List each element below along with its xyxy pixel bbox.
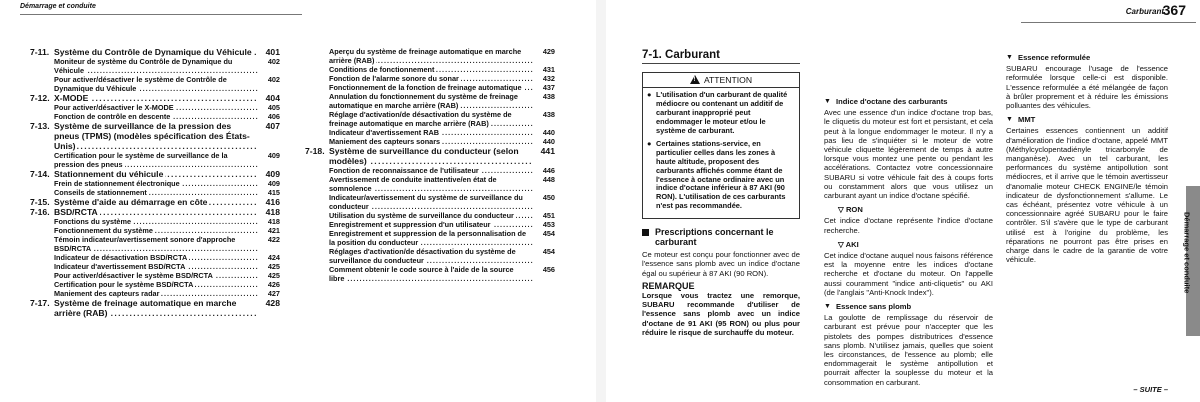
toc-entry-number	[30, 103, 54, 112]
toc-entry-title-wrap	[54, 121, 258, 151]
toc-entry-number	[305, 137, 329, 146]
toc-entry[interactable]	[305, 137, 555, 146]
toc-entry-number	[305, 166, 329, 175]
toc-entry-title-wrap	[54, 280, 258, 289]
toc-entry-title: Système de freinage automatique en marche arrière (RAB)	[54, 298, 237, 318]
square-bullet-icon	[642, 229, 649, 236]
toc-entry-title: Maniement des capteurs radar	[54, 289, 160, 298]
toc-entry[interactable]	[30, 289, 280, 298]
toc-entry-number	[305, 47, 329, 65]
toc-entry-title-wrap	[54, 253, 258, 262]
toc-entry-title-wrap	[54, 169, 258, 179]
toc-entry-title: Utilisation du système de surveillance du conducteur	[329, 211, 514, 220]
mmt-heading	[1006, 115, 1168, 124]
toc-entry[interactable]	[30, 217, 280, 226]
column-2-spacer	[824, 48, 993, 92]
toc-entry-title: Fonction de l'alarme sonore du sonar	[329, 74, 459, 83]
toc-entry-number	[30, 226, 54, 235]
toc-entry-number	[305, 193, 329, 211]
toc-entry[interactable]	[30, 207, 280, 217]
toc-entry-title: Enregistrement et suppression de la personnalisation de la position du conducteur	[329, 229, 527, 247]
toc-entry-title-wrap	[54, 197, 258, 207]
toc-entry-title: BSD/RCTA	[54, 207, 98, 217]
prescriptions-heading	[642, 227, 800, 247]
remarque-text: Lorsque vous tractez une remorque, SUBARU recommande d'utiliser de l'essence sans plomb avec un indice d'octane de 91 AKI (95 RON) ou plus pour réduire le risque de surchauffe du moteur.	[642, 291, 800, 337]
toc-entry[interactable]	[30, 169, 280, 179]
toc-entry-number	[30, 188, 54, 197]
toc-entry[interactable]	[30, 47, 280, 57]
toc-entry[interactable]	[305, 175, 555, 193]
toc-entry-title-wrap	[54, 217, 258, 226]
toc-entry-page: 416	[258, 197, 280, 207]
triangle-down-icon: ▼	[824, 98, 831, 105]
chapter-side-label: Démarrage et conduite	[1182, 212, 1192, 294]
toc-entry-title: Système de surveillance de la pression des pneus (TPMS) (modèles spécification des États-Unis)	[54, 121, 250, 151]
toc-entry-number: 7-14.	[30, 169, 50, 179]
section-title: 7-1. Carburant	[642, 51, 800, 64]
toc-entry-title: Conseils de stationnement	[54, 188, 147, 197]
mmt-heading-text: MMT	[1018, 115, 1036, 125]
toc-entry-title: Pour activer/désactiver le système de Contrôle de Dynamique du Véhicule	[54, 75, 227, 93]
toc-entry-title: Fonctionnement du système	[54, 226, 153, 235]
toc-entry-title: Enregistrement et suppression d'un utilisateur	[329, 220, 491, 229]
right-column-2	[824, 48, 993, 389]
reformulee-paragraph: SUBARU encourage l'usage de l'essence reformulée lorsque celle-ci est disponible. L'essence reformulée a été mélangée de façon à brûler proprement et à réduire les émissions polluantes des véhicules.	[1006, 64, 1168, 111]
toc-entry-number: 7-17.	[30, 298, 50, 308]
toc-entry[interactable]	[30, 253, 280, 262]
toc-entry-number	[30, 280, 54, 289]
toc-entry-title-wrap	[54, 289, 258, 298]
toc-entry[interactable]	[305, 166, 555, 175]
toc-entry-page: 418	[258, 207, 280, 217]
attention-header	[643, 73, 799, 88]
toc-entry-title: Système d'aide au démarrage en côte	[54, 197, 208, 207]
toc-entry[interactable]	[30, 103, 280, 112]
toc-entry-number	[30, 271, 54, 280]
toc-entry-title: Fonctions du système	[54, 217, 132, 226]
toc-entry[interactable]	[30, 121, 280, 151]
toc-entry-number	[305, 92, 329, 110]
toc-entry-title: Indicateur/avertissement du système de surveillance du conducteur	[329, 193, 523, 211]
toc-entry-page: 424	[258, 253, 280, 262]
toc-entry-title-wrap	[329, 175, 533, 193]
attention-bullet-text: L'utilisation d'un carburant de qualité médiocre ou contenant un additif de carburant inapproprié peut endommager le moteur et/ou le système de carburant.	[656, 90, 788, 136]
suite-marker: – SUITE –	[1133, 385, 1168, 394]
toc-entry-number	[30, 112, 54, 121]
left-header-rule	[20, 14, 302, 15]
toc-entry-title-wrap	[54, 57, 258, 75]
toc-entry-page: 438	[533, 92, 555, 110]
toc-entry-page: 438	[533, 110, 555, 128]
triangle-down-icon: ▼	[1006, 54, 1013, 61]
toc-entry-number: 7-11.	[30, 47, 50, 57]
toc-entry-number	[305, 220, 329, 229]
toc-entry-page: 425	[258, 271, 280, 280]
toc-entry-title-wrap	[329, 166, 533, 175]
toc-entry-number	[305, 211, 329, 220]
toc-entry-title-wrap	[329, 220, 533, 229]
toc-entry-title-wrap	[54, 235, 258, 253]
toc-entry-title-wrap	[329, 247, 533, 265]
toc-entry-title-wrap	[329, 92, 533, 110]
prescriptions-paragraph: Ce moteur est conçu pour fonctionner avec de l'essence sans plomb avec un indice d'octane égal ou supérieur à 87 AKI (90 RON).	[642, 250, 800, 278]
toc-entry-title-wrap	[54, 188, 258, 197]
toc-entry-page: 450	[533, 193, 555, 211]
toc-entry[interactable]	[30, 298, 280, 318]
toc-entry-page: 415	[258, 188, 280, 197]
toc-entry-page: 431	[533, 65, 555, 74]
toc-entry[interactable]	[30, 151, 280, 169]
toc-entry-page: 441	[533, 146, 555, 166]
toc-entry-title-wrap	[54, 47, 258, 57]
toc-entry-number	[30, 179, 54, 188]
toc-entry-page: 407	[258, 121, 280, 151]
toc-entry[interactable]	[30, 93, 280, 103]
toc-entry-number	[30, 75, 54, 93]
toc-entry-title: Système de surveillance du conducteur (selon modèles)	[329, 146, 519, 166]
toc-entry-page: 409	[258, 151, 280, 169]
toc-entry-number	[305, 74, 329, 83]
reformulee-heading-text: Essence reformulée	[1018, 53, 1091, 62]
triangle-down-icon: ▼	[824, 303, 831, 311]
toc-entry-number: 7-16.	[30, 207, 50, 217]
toc-entry-number	[305, 265, 329, 283]
toc-entry-page: 451	[533, 211, 555, 220]
toc-entry-title: Fonctionnement de la fonction de freinage automatique	[329, 83, 522, 92]
toc-entry-title-wrap	[54, 271, 258, 280]
toc-entry-number	[305, 175, 329, 193]
toc-entry-title-wrap	[54, 151, 258, 169]
attention-box	[642, 72, 800, 219]
toc-column-1	[30, 47, 280, 318]
attention-bullet	[647, 140, 795, 211]
toc-entry-number	[305, 229, 329, 247]
toc-entry[interactable]	[305, 110, 555, 128]
reformulee-heading	[1006, 53, 1168, 62]
toc-entry-page: 421	[258, 226, 280, 235]
toc-entry-title-wrap	[54, 226, 258, 235]
toc-entry-page: 440	[533, 137, 555, 146]
toc-entry-title: Indicateur d'avertissement RAB	[329, 128, 440, 137]
toc-entry-title: Certification pour le système de surveillance de la pression des pneus	[54, 151, 228, 169]
toc-entry-title: Indicateur de désactivation BSD/RCTA	[54, 253, 188, 262]
toc-entry-number: 7-15.	[30, 197, 50, 207]
toc-entry-title: Stationnement du véhicule	[54, 169, 164, 179]
toc-entry-title-wrap	[329, 65, 533, 74]
toc-entry-title-wrap	[329, 83, 533, 92]
attention-bullet	[647, 91, 795, 136]
toc-entry[interactable]	[30, 226, 280, 235]
toc-entry[interactable]	[305, 265, 555, 283]
toc-entry-title: Annulation du fonctionnement du système de freinage automatique en marche arrière (RAB)	[329, 92, 518, 110]
toc-entry-page: 432	[533, 74, 555, 83]
toc-entry-title-wrap	[54, 75, 258, 93]
toc-entry-title: Comment obtenir le code source à l'aide de la source libre	[329, 265, 514, 283]
toc-entry-title-wrap	[329, 137, 533, 146]
toc-entry-page: 426	[258, 280, 280, 289]
octane-heading	[824, 97, 993, 106]
attention-bullet-text: Certaines stations-service, en particulier celles dans les zones à haute altitude, proposent des carburants affichés comme étant de l'essence à octane ordinaire avec un indice d'octane inférieur à 87 AKI (90 RON). L'utilisation de ces carburants n'est pas recommandée.	[656, 138, 786, 211]
toc-entry-page: 456	[533, 265, 555, 283]
triangle-outline-icon: ▽	[838, 205, 846, 215]
toc-entry-page: 427	[258, 289, 280, 298]
toc-entry-number	[305, 128, 329, 137]
toc-entry-page: 437	[533, 83, 555, 92]
toc-entry-page: 425	[258, 262, 280, 271]
toc-entry-title: Système du Contrôle de Dynamique du Véhicule	[54, 47, 252, 57]
toc-entry[interactable]	[30, 188, 280, 197]
toc-entry[interactable]	[30, 197, 280, 207]
sans-plomb-paragraph: La goulotte de remplissage du réservoir de carburant est prévue pour n'accepter que les pistolets des pompes distributrices d'essence sans plomb. N'utilisez jamais, quelles que soient les circonstances, de l'essence au plomb; elle endommagerait le système antipollution et pourrait affecter la souplesse du moteur et la consommation en carburant.	[824, 313, 993, 387]
triangle-outline-icon: ▽	[838, 239, 846, 249]
toc-entry-title: Avertissement de conduite inattentive/en état de somnolence	[329, 175, 497, 193]
toc-entry[interactable]	[305, 211, 555, 220]
toc-entry-page: 446	[533, 166, 555, 175]
toc-entry-number	[305, 110, 329, 128]
toc-entry-title: Pour activer/désactiver le X-MODE	[54, 103, 174, 112]
octane-heading-text: Indice d'octane des carburants	[836, 97, 948, 106]
prescriptions-heading-text: Prescriptions concernant le carburant	[655, 227, 774, 248]
toc-entry-title-wrap	[54, 103, 258, 112]
octane-paragraph: Avec une essence d'un indice d'octane trop bas, le cliquetis du moteur est fort et persistant, et cela peut à la longue endommager le moteur. Il n'y a pas lieu de s'inquiéter si le moteur de votre véhicule cliquette légèrement de temps à autre lorsque vous montez une pente ou pendant les accélérations. Contactez votre concessionnaire SUBARU si votre véhicule fait des à coups forts ou constamment alors que vous utilisez un carburant ayant un indice d'octane spécifié.	[824, 108, 993, 201]
toc-entry-title-wrap	[329, 128, 533, 137]
toc-entry[interactable]	[30, 57, 280, 75]
toc-entry-number	[30, 235, 54, 253]
sans-plomb-heading-text: Essence sans plomb	[836, 302, 912, 312]
toc-entry[interactable]	[30, 179, 280, 188]
toc-entry-title-wrap	[329, 146, 533, 166]
ron-paragraph: Cet indice d'octane représente l'indice d'octane recherche.	[824, 216, 993, 235]
toc-entry-number	[305, 65, 329, 74]
toc-entry-title: Fonction de reconnaissance de l'utilisateur	[329, 166, 479, 175]
toc-entry-page: 448	[533, 175, 555, 193]
toc-entry[interactable]	[30, 271, 280, 280]
toc-entry[interactable]	[305, 128, 555, 137]
toc-entry[interactable]	[30, 75, 280, 93]
toc-entry[interactable]	[30, 235, 280, 253]
aki-paragraph: Cet indice d'octane auquel nous faisons référence est la moyenne entre les indices d'octane recherche et d'octane du moteur. On l'appelle aussi couramment "indice anti-cliquetis" ou AKI (de l'anglais "Anti-Knock Index").	[824, 251, 993, 297]
toc-entry-page: 429	[533, 47, 555, 65]
toc-entry-title: Réglage d'activation/de désactivation du système de freinage automatique en marche arrière (RAB)	[329, 110, 512, 128]
toc-entry-number	[305, 83, 329, 92]
toc-entry-page: 418	[258, 217, 280, 226]
toc-entry[interactable]	[30, 112, 280, 121]
toc-entry-number: 7-12.	[30, 93, 50, 103]
toc-column-2	[305, 47, 555, 283]
toc-entry-page: 453	[533, 220, 555, 229]
toc-entry-title: Conditions de fonctionnement	[329, 65, 435, 74]
right-header-rule	[1021, 22, 1196, 23]
toc-entry[interactable]	[305, 74, 555, 83]
toc-entry-number	[30, 253, 54, 262]
right-column-3	[1006, 48, 1168, 266]
toc-entry-page: 454	[533, 229, 555, 247]
toc-entry[interactable]	[305, 220, 555, 229]
toc-entry-title: Certification pour le système BSD/RCTA	[54, 280, 194, 289]
toc-entry-title-wrap	[329, 229, 533, 247]
mmt-paragraph: Certaines essences contiennent un additif d'amélioration de l'indice d'octane, appelé MMT (Méthylcyclopentadiényle tricarbonyle de manganèse). Avec un tel carburant, les performances du système antipollution sont médiocres, et il arrive que le témoin avertisseur d'anomalie moteur CHECK ENGINE/le témoin indicateur de dysfonctionnement s'allume. Le cas échéant, présentez votre véhicule à un concessionnaire agréé SUBARU pour le faire contrôler. S'il s'avère que le type de carburant utilisé est à l'origine du problème, les réparations ne pourront pas être prises en charge dans le cadre de la garantie de votre véhicule.	[1006, 126, 1168, 265]
toc-entry[interactable]	[305, 146, 555, 166]
remarque-label: REMARQUE	[642, 280, 695, 291]
toc-entry-title-wrap	[54, 298, 258, 318]
toc-entry[interactable]	[305, 193, 555, 211]
toc-entry-page: 405	[258, 103, 280, 112]
toc-entry-number	[30, 57, 54, 75]
attention-label: ATTENTION	[703, 75, 753, 86]
toc-entry-title-wrap	[329, 110, 533, 128]
toc-entry-title: Témoin indicateur/avertissement sonore d'approche BSD/RCTA	[54, 235, 236, 253]
ron-label: RON	[845, 205, 863, 215]
toc-entry-title: Aperçu du système de freinage automatique en marche arrière (RAB)	[329, 47, 522, 65]
toc-entry-number	[30, 262, 54, 271]
toc-entry-page: 406	[258, 112, 280, 121]
toc-entry-number: 7-13.	[30, 121, 50, 131]
toc-entry-title-wrap	[54, 93, 258, 103]
toc-entry-page: 404	[258, 93, 280, 103]
toc-entry-page: 409	[258, 169, 280, 179]
right-column-1	[642, 48, 800, 339]
toc-entry[interactable]	[30, 262, 280, 271]
toc-entry-title-wrap	[329, 74, 533, 83]
toc-entry-page: 409	[258, 179, 280, 188]
toc-entry-title-wrap	[54, 262, 258, 271]
toc-entry-title: Moniteur de système du Contrôle de Dynamique du Véhicule	[54, 57, 233, 75]
toc-entry-number	[305, 247, 329, 265]
toc-entry-number	[30, 289, 54, 298]
toc-entry-title: Fonction de contrôle en descente	[54, 112, 171, 121]
toc-entry-number	[30, 151, 54, 169]
aki-label: AKI	[845, 239, 859, 249]
toc-entry[interactable]	[305, 47, 555, 65]
toc-entry-page: 402	[258, 75, 280, 93]
toc-entry-page: 440	[533, 128, 555, 137]
sans-plomb-heading	[824, 302, 993, 311]
page-gutter	[596, 0, 606, 402]
aki-heading	[824, 240, 993, 249]
toc-entry-title: Pour activer/désactiver le système BSD/RCTA	[54, 271, 213, 280]
toc-entry-title-wrap	[329, 265, 533, 283]
toc-entry-page: 428	[258, 298, 280, 318]
warning-triangle-icon	[690, 75, 700, 84]
toc-entry-number	[30, 217, 54, 226]
toc-entry-page: 454	[533, 247, 555, 265]
toc-entry-page: 422	[258, 235, 280, 253]
toc-entry-title: X-MODE	[54, 93, 89, 103]
toc-entry-title: Frein de stationnement électronique	[54, 179, 180, 188]
toc-entry-page: 402	[258, 57, 280, 75]
toc-entry-number: 7-18.	[305, 146, 325, 156]
triangle-down-icon: ▼	[1006, 116, 1013, 124]
attention-body	[643, 88, 799, 218]
page-number: 367	[1162, 2, 1186, 18]
toc-entry-page: 401	[258, 47, 280, 57]
toc-entry[interactable]	[305, 247, 555, 265]
toc-entry-title: Indicateur d'avertissement BSD/RCTA	[54, 262, 186, 271]
toc-entry-title-wrap	[329, 193, 533, 211]
toc-entry-title-wrap	[329, 47, 533, 65]
toc-entry[interactable]	[305, 65, 555, 74]
toc-entry-title-wrap	[54, 179, 258, 188]
bullet-dot-icon: ●	[647, 138, 652, 148]
toc-entry[interactable]	[305, 92, 555, 110]
toc-entry-title-wrap	[54, 207, 258, 217]
left-running-head: Démarrage et conduite	[20, 3, 96, 10]
left-page	[0, 0, 596, 402]
ron-heading	[824, 205, 993, 214]
toc-entry[interactable]	[305, 83, 555, 92]
toc-entry-title: Maniement des capteurs sonars	[329, 137, 441, 146]
toc-entry-title: Réglages d'activation/de désactivation du système de surveillance du conducteur	[329, 247, 516, 265]
right-running-head: Carburant	[1125, 7, 1164, 16]
toc-entry-title-wrap	[54, 112, 258, 121]
right-page	[606, 0, 1200, 402]
toc-entry[interactable]	[30, 280, 280, 289]
bullet-dot-icon: ●	[647, 90, 652, 100]
toc-entry[interactable]	[305, 229, 555, 247]
toc-entry-title-wrap	[329, 211, 533, 220]
